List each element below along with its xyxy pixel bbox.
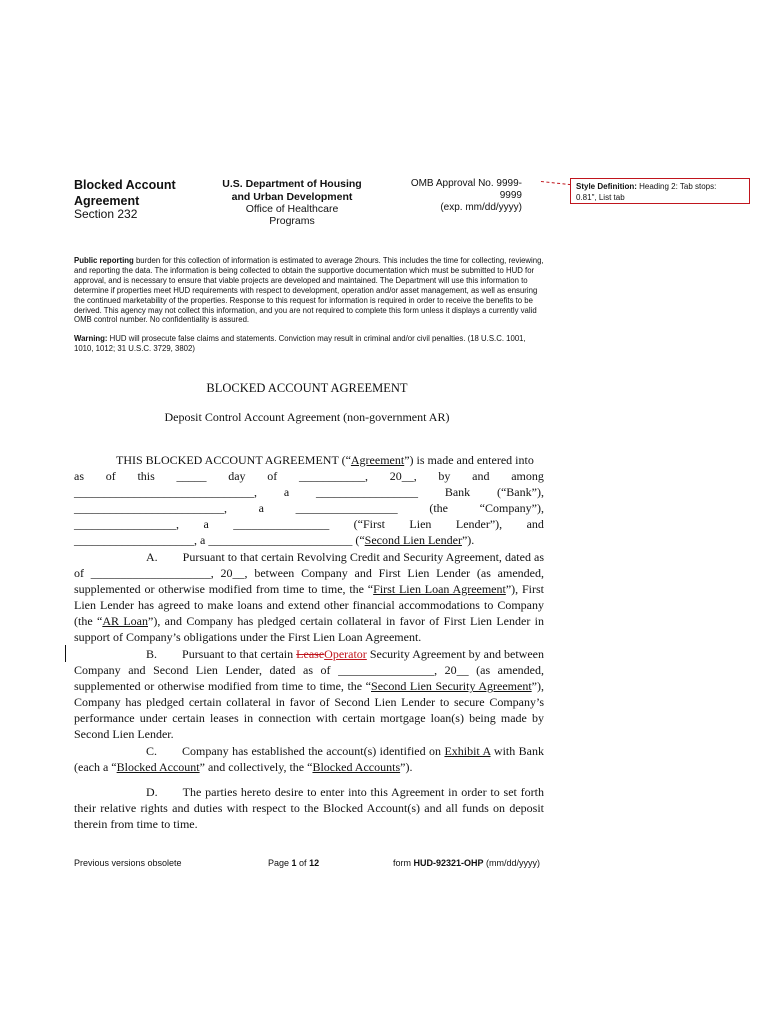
recital-c-text: with Bank (each a “ — [74, 744, 544, 775]
inserted-text: Operator — [324, 647, 367, 661]
second-lien-lender-term: Second Lien Lender — [364, 533, 462, 548]
exhibit-a-link: Exhibit A — [444, 744, 491, 758]
recital-d-text: The parties hereto desire to enter into this Agreement in order to set forth their relative rights and duties with respect to the Blocked Account(s) and all funds on deposit therein from time to time. — [74, 785, 544, 832]
deleted-text: Lease — [296, 647, 325, 661]
footer-obsolete-note: Previous versions obsolete — [74, 858, 182, 868]
recital-c-text: ” and collectively, the “ — [199, 760, 313, 775]
intro-word: by — [438, 469, 451, 484]
recital-b-label: B. — [146, 647, 158, 661]
warning-text: HUD will prosecute false claims and statements. Conviction may result in criminal and/or civil penalties. (18 U.S.C. 1001, 1010, 1012; 31 U.S.C. 3729, 3802) — [74, 334, 526, 353]
intro-word: of — [105, 469, 116, 484]
intro-text: ”) is made and entered into — [404, 453, 534, 467]
footer-form-id — [393, 858, 540, 868]
intro-line-5 — [74, 516, 544, 532]
intro-line-6 — [74, 532, 544, 548]
company-defined-term: “Company”), — [479, 501, 544, 516]
recital-b — [74, 646, 544, 743]
intro-line-3 — [74, 484, 544, 500]
intro-line-4 — [74, 500, 544, 516]
ar-loan-term: AR Loan — [102, 614, 148, 629]
agreement-defined-term: Agreement — [350, 453, 405, 467]
intro-word: a — [258, 501, 264, 516]
comment-text-line2: 0.81", List tab — [576, 193, 625, 202]
form-prefix: form — [393, 858, 414, 868]
agreement-title: BLOCKED ACCOUNT AGREEMENT — [206, 381, 408, 395]
intro-paragraph — [74, 452, 544, 549]
blocked-accounts-term: Blocked Accounts — [312, 760, 401, 775]
warning-lead: Warning: — [74, 334, 108, 343]
warning-statement — [74, 334, 544, 354]
recital-c — [74, 743, 544, 775]
intro-word: day — [228, 469, 246, 484]
burden-text: burden for this collection of information is estimated to average 2hours. This includes the time for collecting, reviewing, and reporting the data. The information is being collected to obtain the supportive documentation which must be submitted to HUD for approval, and is necessary to ensure that viable projects are developed and maintained. The Department will use this information to determine if properties meet HUD requirements with respect to development, operation and/or asset management, as well as ensuring the continued marketability of the properties. Response to this request for information is required in order to receive the benefits to be derived. This agency may not collect this information, and you are not required to complete this form unless it displays a currently valid OMB control number. No confidentiality is assured. — [74, 256, 544, 325]
department-name — [222, 178, 362, 204]
page-current: 1 — [291, 858, 297, 868]
intro-word: a — [283, 485, 290, 500]
comment-label: Style Definition: — [576, 182, 637, 191]
form-title-line2: Agreement — [74, 194, 140, 208]
form-section: Section 232 — [74, 207, 138, 221]
intro-word: and — [472, 469, 490, 484]
intro-word: as — [74, 469, 84, 484]
intro-word: 20__, — [389, 469, 417, 484]
omb-expiration: (exp. mm/dd/yyyy) — [440, 202, 522, 213]
intro-line-2 — [74, 468, 544, 484]
burden-statement — [74, 256, 544, 325]
comment-text-line1: Heading 2: Tab stops: — [636, 182, 717, 191]
recital-a-text: ”), and Company has pledged certain collateral in favor of First Lien Lender in support of Company’s obligations under the First Lien Loan Agreement. — [74, 614, 544, 645]
recital-a-text: ”), First Lien Lender has agreed to make loans and extend other financial accommodations to Company (the “ — [74, 582, 544, 629]
first-lien-term: Lender”), — [455, 517, 503, 532]
intro-word: (the — [429, 501, 448, 516]
bank-defined-term: (“Bank”), — [496, 485, 544, 500]
first-lien-loan-agreement-term: First Lien Loan Agreement — [373, 582, 506, 597]
recital-a-label: A. — [146, 550, 158, 564]
page-prefix: Page — [268, 858, 292, 868]
footer-page-number — [268, 858, 319, 868]
recital-d-label: D. — [146, 785, 158, 799]
intro-blank: _________________, — [74, 517, 179, 532]
intro-blank: ___________, — [298, 469, 368, 484]
blocked-account-term: Blocked Account — [116, 760, 200, 775]
recital-c-text: ”). — [400, 760, 413, 775]
intro-blank: _________________________, — [74, 501, 227, 516]
recital-b-text: ”), Company has pledged certain collateral in favor of Second Lien Lender to secure Company’s performance under certain leases in connection with certain mortgage loan(s) being made by Second Lien Lender. — [74, 679, 544, 742]
agreement-subtitle: Deposit Control Account Agreement (non-government AR) — [164, 410, 450, 424]
intro-word: Bank — [444, 485, 471, 500]
office-name: Office of Healthcare Programs — [245, 203, 339, 227]
omb-approval — [398, 178, 522, 214]
intro-blank: ________________ — [233, 517, 330, 532]
department-line2: and Urban Development — [231, 191, 353, 203]
omb-number: OMB Approval No. 9999-9999 — [410, 178, 522, 201]
intro-word: among — [511, 469, 544, 484]
intro-blank: ______________________________, — [74, 485, 257, 500]
recital-d — [74, 784, 544, 832]
intro-blank: _____ — [176, 469, 207, 484]
first-lien-term: (“First — [353, 517, 385, 532]
intro-text: ”). — [461, 533, 475, 548]
form-date: (mm/dd/yyyy) — [483, 858, 541, 868]
first-lien-term: Lien — [409, 517, 432, 532]
intro-text: THIS BLOCKED ACCOUNT AGREEMENT (“ — [116, 453, 351, 467]
page-total: 12 — [309, 858, 320, 868]
department-line1: U.S. Department of Housing — [222, 178, 362, 190]
form-title — [74, 177, 176, 209]
recital-b-text: Pursuant to that certain — [182, 647, 297, 661]
intro-word: a — [203, 517, 209, 532]
intro-text: ____________________, a ________________________ (“ — [74, 533, 365, 548]
intro-word: and — [526, 517, 544, 532]
intro-blank: _________________ — [295, 501, 398, 516]
recital-b-text: Security Agreement by and between Company and Second Lien Lender, dated as of ________________, 20__ (as amended, supplemented or otherwise modified from time to time, the “ — [74, 647, 544, 694]
recital-a — [74, 549, 544, 646]
second-lien-security-agreement-term: Second Lien Security Agreement — [371, 679, 532, 694]
form-number: HUD-92321-OHP — [413, 858, 484, 868]
form-title-line1: Blocked Account — [74, 178, 176, 192]
recital-c-text: Company has established the account(s) identified on — [182, 744, 445, 758]
comment-connector — [541, 181, 571, 185]
revision-change-bar — [65, 645, 66, 662]
burden-lead: Public reporting — [74, 256, 134, 265]
intro-line-1 — [74, 452, 544, 468]
intro-word: this — [137, 469, 155, 484]
recital-c-label: C. — [146, 744, 158, 758]
intro-word: of — [267, 469, 278, 484]
intro-blank: _________________ — [315, 485, 418, 500]
style-definition-comment[interactable] — [570, 178, 750, 204]
recital-a-text: Pursuant to that certain Revolving Credit and Security Agreement, dated as of ____________________, 20__, between Company and First Lien Lender (as amended, supplemented or otherwise modified from time to time, the “ — [74, 550, 544, 597]
page-of: of — [296, 858, 310, 868]
